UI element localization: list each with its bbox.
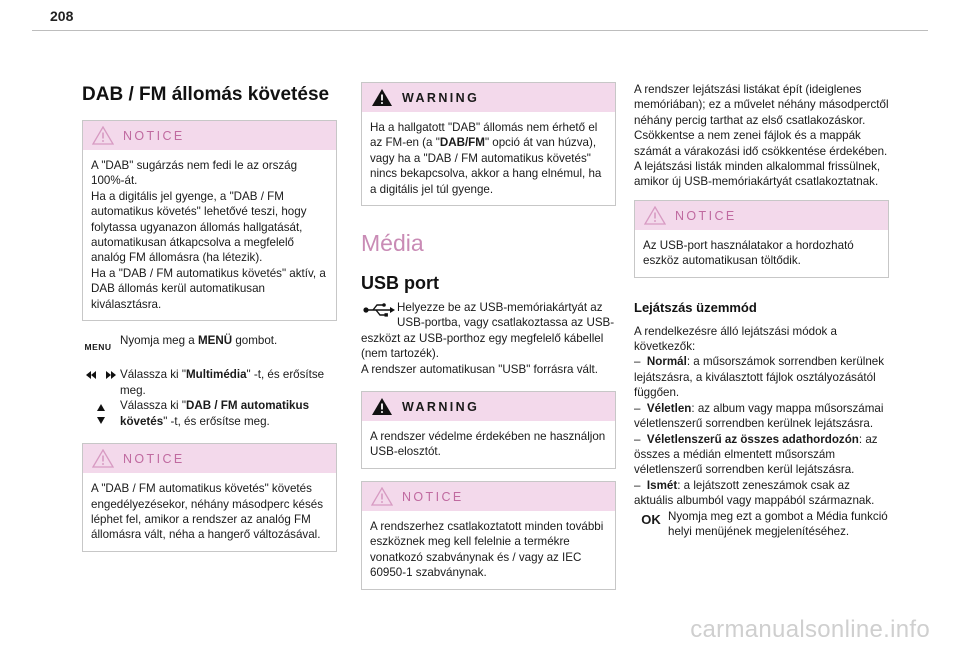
playback-mode-item: – Normál: a műsorszámok sorrendben kerülnek lejátszásra, a kiválasztott fájlok osztályozásától függően. (634, 355, 885, 400)
notice-text: A rendszerhez csatlakoztatott minden további eszköznek meg kell felelnie a termékre vonatkozó szabványnak és / vagy az IEC 60950-1 szabványnak. (370, 519, 604, 580)
section-title-dab-fm: DAB / FM állomás követése (82, 84, 330, 105)
notice-box-standards (361, 481, 616, 590)
warning-label: WARNING (402, 400, 480, 415)
usb-icon (361, 302, 397, 318)
playback-mode-item: – Véletlenszerű az összes adathordozón: az összes a médián elmentett műsorszám véletlenszerű sorrendben kerül lejátszásra. (634, 432, 878, 477)
notice-triangle-icon (92, 449, 114, 468)
step-multimedia-text: Válassza ki "Multimédia" -t, és erősítse meg. (120, 368, 325, 397)
subsection-title-usb: USB port (361, 273, 439, 294)
notice-text: A "DAB / FM automatikus követés" követés engedélyezésekor, néhány másodperc késés léphet fel, amikor a rendszer az analóg FM állomásra vált, néha a hangerő változásával. (91, 482, 324, 542)
warning-box-usb-hub (361, 391, 616, 469)
warning-header (362, 392, 615, 421)
top-divider (32, 30, 928, 31)
notice-box-dab-coverage (82, 120, 337, 321)
up-down-arrows-icon (95, 401, 107, 427)
notice-triangle-icon (371, 487, 393, 506)
playback-mode-item: – Ismét: a lejátszott zeneszámok csak az aktuális albumból vagy mappából származnak. (634, 478, 875, 508)
warning-triangle-icon (371, 88, 393, 107)
step-multimedia (82, 367, 337, 398)
warning-label: WARNING (402, 91, 480, 105)
notice-label: NOTICE (675, 208, 737, 223)
warning-triangle-icon (371, 397, 393, 416)
notice-text: A "DAB" sugárzás nem fedi le az ország 100%-át. Ha a digitális jel gyenge, a "DAB / FM automatikus követés" lehetővé teszi, hogy folytassa ugyanazon állomás hallgatását, automatikusan átkapcsolva a megfelelő analóg FM állomásra (ha létezik). Ha a "DAB / FM automatikus követés" aktív, a DAB állomás kerül automatikusan kiválasztásra. (91, 159, 326, 311)
ok-button-icon: OK (641, 511, 661, 527)
playlist-info-text: A rendszer lejátszási listákat épít (ideiglenes memóriában); ez a művelet néhány másodperctől néhány percig tarthat az első csatlakozáskor. Csökkentse a nem zenei fájlok és a mappák számát a várakozási idő csökkentése érdekében. A lejátszási listák minden alkalommal frissülnek, amikor új USB-memóriakártyát csatlakoztatnak. (634, 83, 889, 189)
notice-triangle-icon (644, 206, 666, 225)
ok-instruction-text: Nyomja meg ezt a gombot a Média funkció helyi menüjének megjelenítéséhez. (668, 509, 888, 538)
notice-box-follow-delay (82, 443, 337, 552)
step-menu (82, 333, 337, 355)
menu-button-icon: MENU (84, 342, 112, 353)
notice-header (83, 121, 336, 150)
prev-next-arrows-icon (85, 370, 117, 380)
step-dab-fm-text: Válassza ki "DAB / FM automatikus követés" -t, és erősítse meg. (120, 399, 310, 428)
usb-instructions (361, 300, 616, 377)
step-menu-text: Nyomja meg a MENÜ gombot. (120, 334, 278, 348)
column-middle (361, 82, 616, 598)
ok-instruction (634, 509, 889, 540)
usb-text-insert: Helyezze be az USB-memóriakártyát az USB-portba, vagy csatlakoztassa az USB-eszközt az USB-porthoz egy megfelelő kábellel (nem tartozék). (361, 301, 615, 361)
warning-header (362, 83, 615, 112)
column-left (82, 82, 337, 560)
notice-header (635, 201, 888, 230)
watermark: carmanualsonline.info (690, 616, 930, 643)
warning-text: A rendszer védelme érdekében ne használjon USB-elosztót. (370, 430, 606, 459)
notice-triangle-icon (92, 126, 114, 145)
notice-box-charging (634, 200, 889, 278)
usb-text-auto-switch: A rendszer automatikusan "USB" forrásra vált. (361, 362, 598, 376)
notice-header (362, 482, 615, 511)
notice-label: NOTICE (123, 452, 185, 467)
notice-label: NOTICE (402, 489, 464, 504)
subsection-title-playback: Lejátszás üzemmód (634, 299, 757, 315)
playback-mode-item: – Véletlen: az album vagy mappa műsorszámai véletlenszerű sorrendben kerülnek lejátszásra. (634, 401, 884, 431)
column-right (634, 82, 889, 539)
notice-label: NOTICE (123, 129, 185, 143)
warning-box-dab-fm (361, 82, 616, 206)
warning-text: Ha a hallgatott "DAB" állomás nem érhető el az FM-en (a "DAB/FM" opció át van húzva), vagy ha a "DAB / FM automatikus követés" nincs bekapcsolva, akkor a hang elnémul, ha a digitális jel túl gyenge. (370, 121, 602, 196)
playback-intro-text: A rendelkezésre álló lejátszási módok a következők: (634, 324, 837, 354)
page-number: 208 (50, 8, 74, 24)
step-dab-fm (82, 398, 337, 429)
chapter-title-media: Média (361, 230, 424, 257)
notice-text: Az USB-port használatakor a hordozható eszköz automatikusan töltődik. (643, 238, 854, 268)
notice-header (83, 444, 336, 473)
